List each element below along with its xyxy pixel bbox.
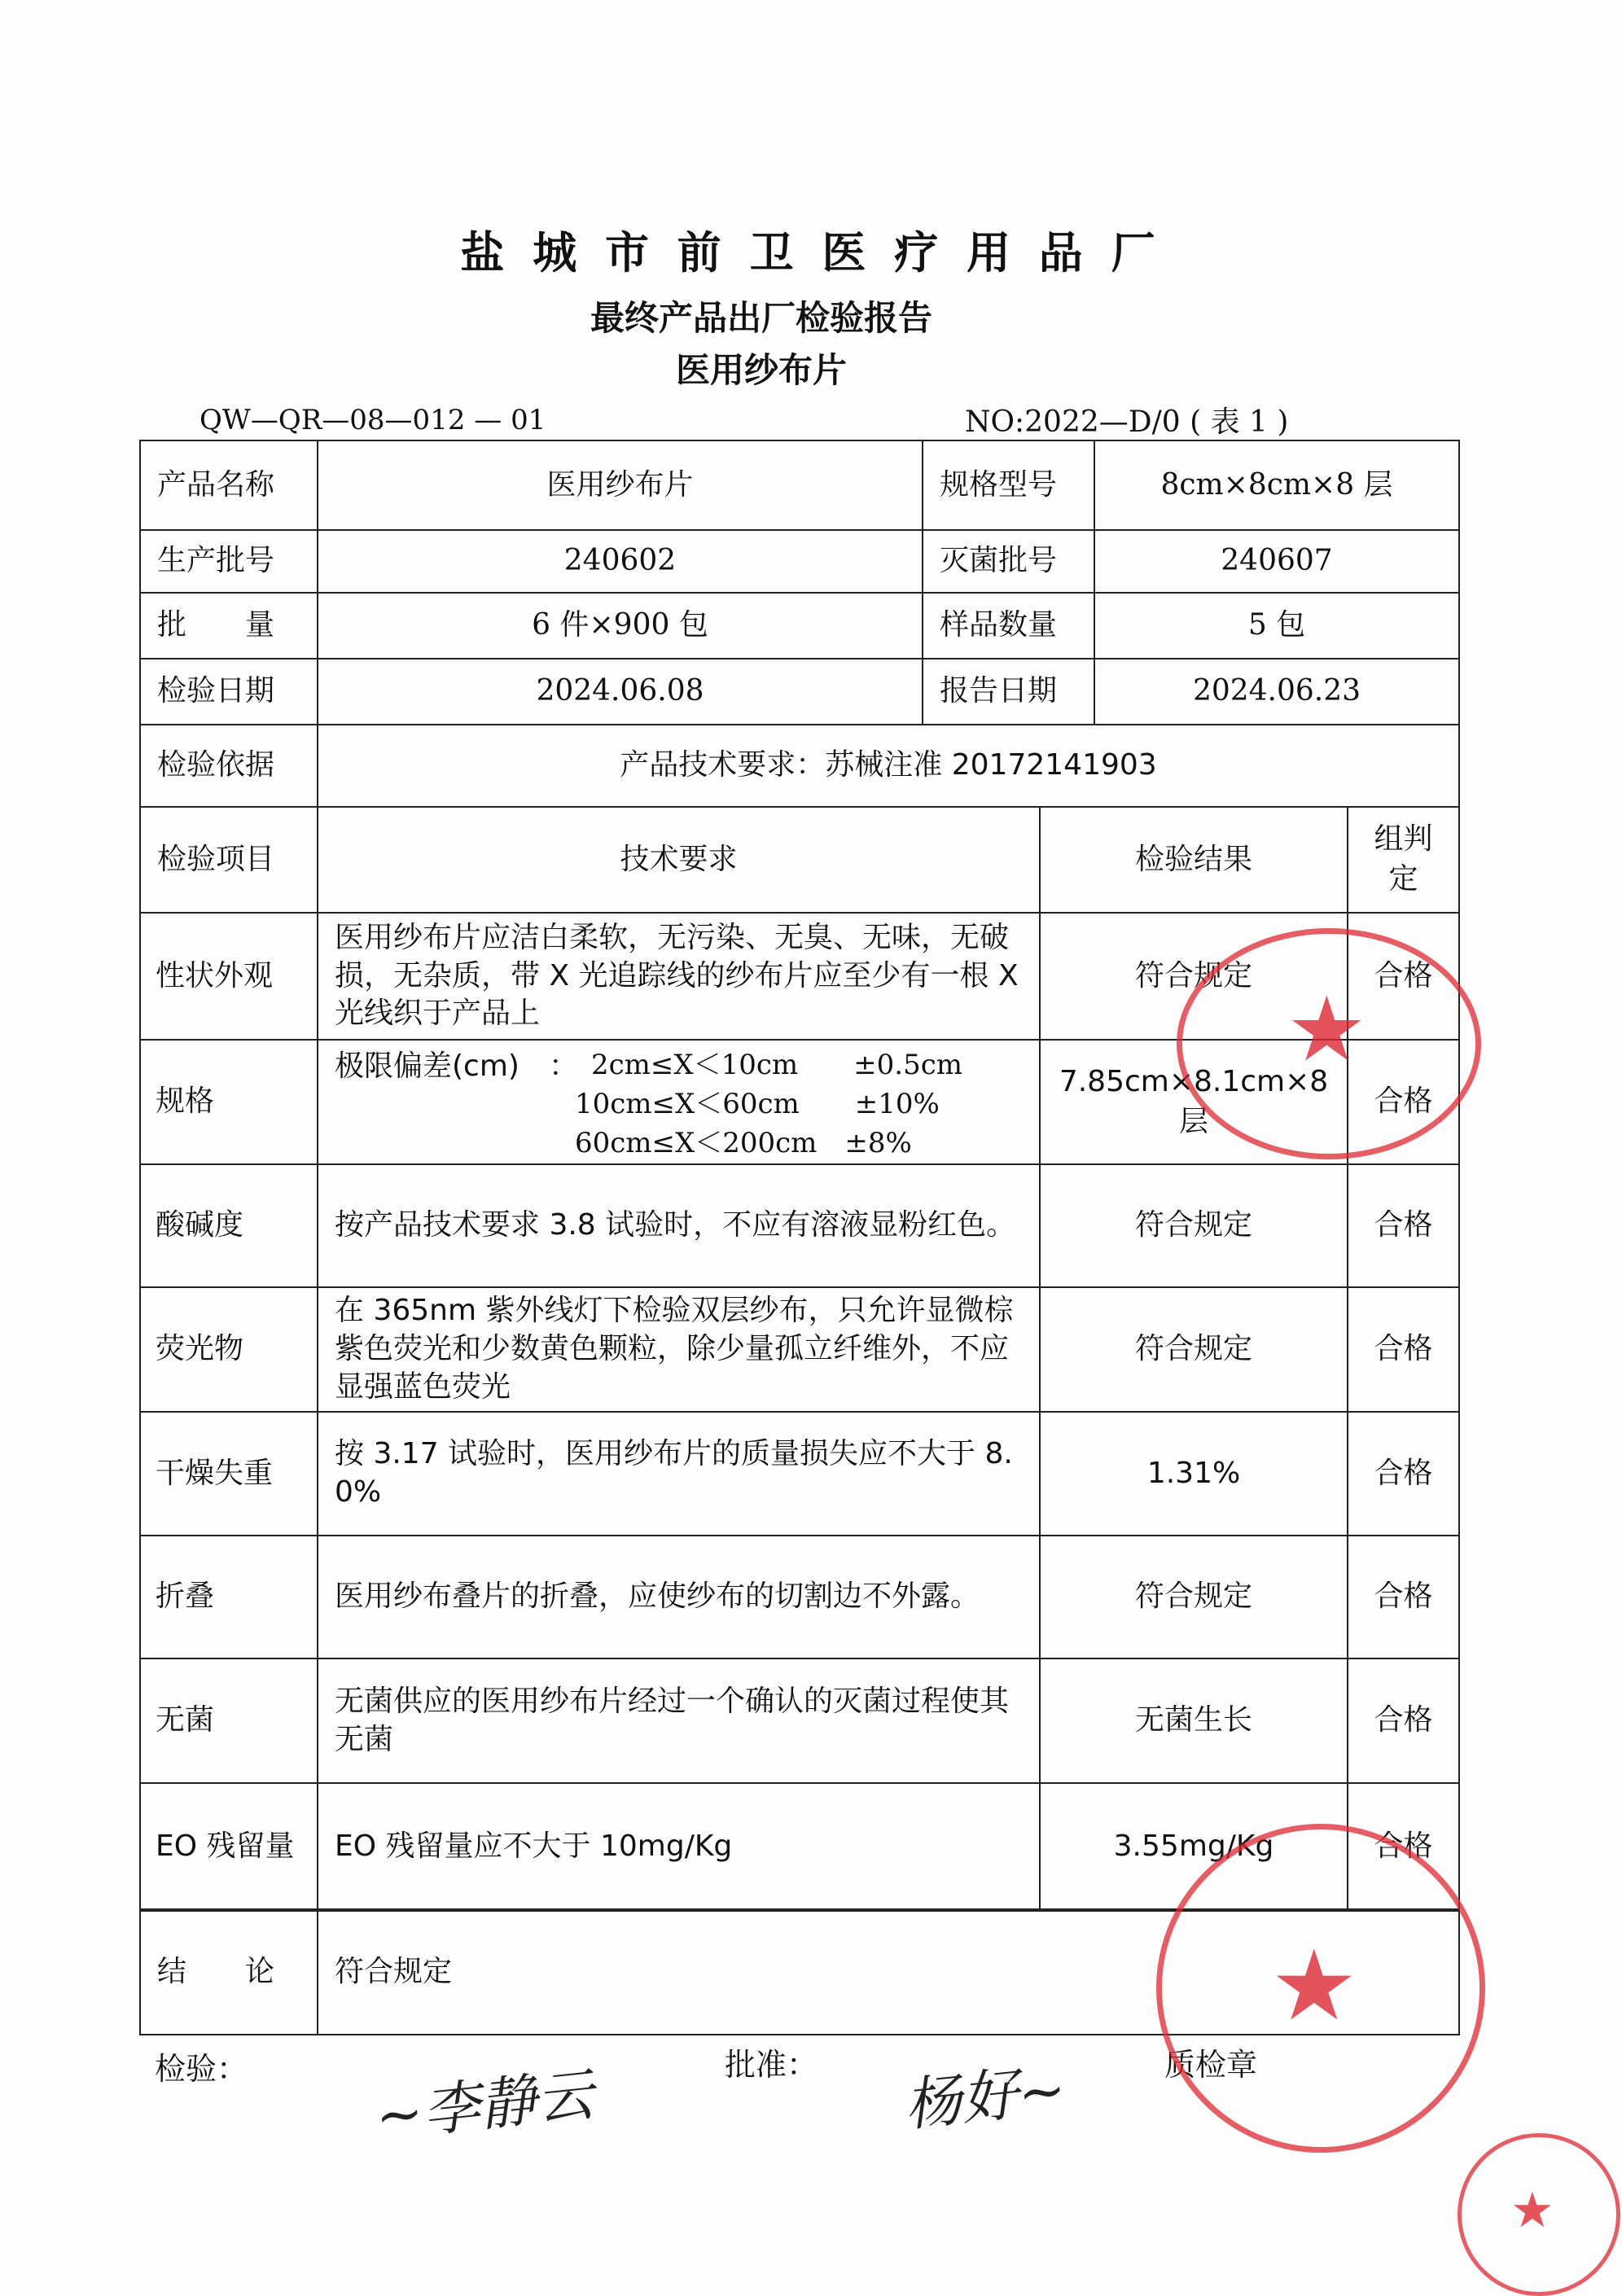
row-item: 折叠 xyxy=(139,1535,318,1659)
inspector-signature: ~李静云 xyxy=(372,2061,597,2150)
row-requirement xyxy=(317,1039,1041,1165)
basis: 产品技术要求：苏械注准 20172141903 xyxy=(317,724,1460,808)
row-judgement: 合格 xyxy=(1347,1163,1460,1288)
label-basis: 检验依据 xyxy=(139,724,318,808)
row-requirement: EO 残留量应不大于 10mg/Kg xyxy=(317,1782,1041,1912)
qty: 6 件×900 包 xyxy=(317,592,923,659)
approver-signature: 杨好~ xyxy=(901,2055,1069,2140)
report-number: NO:2022—D/0 ( 表 1 ) xyxy=(965,405,1289,439)
row-judgement: 合格 xyxy=(1347,1039,1460,1165)
row-item: 酸碱度 xyxy=(139,1163,318,1288)
row-judgement: 合格 xyxy=(1347,1411,1460,1536)
row-result: 3.55mg/Kg xyxy=(1039,1782,1348,1912)
form-code: QW—QR—08—012 — 01 xyxy=(199,404,546,436)
row-item: 无菌 xyxy=(139,1658,318,1784)
approver-label: 批准： xyxy=(725,2047,818,2083)
conclusion: 符合规定 xyxy=(317,1908,1460,2035)
row-judgement: 合格 xyxy=(1347,1286,1460,1413)
label-report-date: 报告日期 xyxy=(922,658,1095,725)
header-requirement: 技术要求 xyxy=(317,806,1041,914)
row-result: 符合规定 xyxy=(1039,1286,1348,1413)
stamp-star-icon: ★ xyxy=(1270,1930,1358,2043)
row-requirement: 按 3.17 试验时，医用纱布片的质量损失应不大于 8. 0% xyxy=(317,1411,1041,1536)
report-date: 2024.06.23 xyxy=(1094,658,1460,725)
label-test-date: 检验日期 xyxy=(139,658,318,725)
row-result: 7.85cm×8.1cm×8 层 xyxy=(1039,1039,1348,1165)
row-requirement: 按产品技术要求 3.8 试验时，不应有溶液显粉红色。 xyxy=(317,1163,1041,1288)
label-qty: 批 量 xyxy=(139,592,318,659)
qc-stamp-label: 质检章 xyxy=(1164,2047,1258,2083)
row-requirement: 在 365nm 紫外线灯下检验双层纱布，只允许显微棕紫色荧光和少数黄色颗粒，除少量孤立纤维外，不应显强蓝色荧光 xyxy=(317,1286,1041,1413)
tolerance-line: 2cm≤X＜10cm ±0.5cm xyxy=(591,1049,962,1081)
conclusion-label: 结 论 xyxy=(139,1908,318,2035)
label-product-name: 产品名称 xyxy=(139,440,318,531)
header-judgement: 组判定 xyxy=(1347,806,1460,914)
row-result: 符合规定 xyxy=(1039,1535,1348,1659)
label-sample: 样品数量 xyxy=(922,592,1095,659)
row-requirement: 无菌供应的医用纱布片经过一个确认的灭菌过程使其无菌 xyxy=(317,1658,1041,1784)
tolerance-line: 10cm≤X＜60cm ±10% xyxy=(575,1088,940,1120)
steril-batch: 240607 xyxy=(1094,529,1460,594)
row-result: 无菌生长 xyxy=(1039,1658,1348,1784)
spec: 8cm×8cm×8 层 xyxy=(1094,440,1460,531)
header-item: 检验项目 xyxy=(139,806,318,914)
batch: 240602 xyxy=(317,529,923,594)
label-steril-batch: 灭菌批号 xyxy=(922,529,1095,594)
row-judgement: 合格 xyxy=(1347,1658,1460,1784)
stamp-star-icon: ★ xyxy=(1287,977,1367,1081)
product-title: 医用纱布片 xyxy=(675,350,847,390)
test-date: 2024.06.08 xyxy=(317,658,923,725)
header-result: 检验结果 xyxy=(1039,806,1348,914)
row-result: 1.31% xyxy=(1039,1411,1348,1536)
company-name: 盐 城 市 前 卫 医 疗 用 品 厂 xyxy=(460,227,1162,278)
tolerance-line: 60cm≤X＜200cm ±8% xyxy=(575,1127,912,1159)
product-name: 医用纱布片 xyxy=(317,440,923,531)
stamp-star-icon: ★ xyxy=(1510,2182,1554,2239)
row-item: 规格 xyxy=(139,1039,318,1165)
row-result: 符合规定 xyxy=(1039,1163,1348,1288)
report-title: 最终产品出厂检验报告 xyxy=(590,298,932,338)
label-batch: 生产批号 xyxy=(139,529,318,594)
row-judgement: 合格 xyxy=(1347,1535,1460,1659)
sample: 5 包 xyxy=(1094,592,1460,659)
label-spec: 规格型号 xyxy=(922,440,1095,531)
row-result: 符合规定 xyxy=(1039,912,1348,1041)
row-judgement: 合格 xyxy=(1347,912,1460,1041)
row-item: 荧光物 xyxy=(139,1286,318,1413)
row-judgement: 合格 xyxy=(1347,1782,1460,1912)
row-requirement: 医用纱布叠片的折叠，应使纱布的切割边不外露。 xyxy=(317,1535,1041,1659)
row-item: 干燥失重 xyxy=(139,1411,318,1536)
row-item: 性状外观 xyxy=(139,912,318,1041)
row-item: EO 残留量 xyxy=(139,1782,318,1912)
requirement-label: 极限偏差(cm) ： xyxy=(335,1049,578,1083)
row-requirement: 医用纱布片应洁白柔软，无污染、无臭、无味，无破损，无杂质，带 X 光追踪线的纱布片应至少有一根 X 光线织于产品上 xyxy=(317,912,1041,1041)
inspector-label: 检验： xyxy=(155,2051,248,2087)
